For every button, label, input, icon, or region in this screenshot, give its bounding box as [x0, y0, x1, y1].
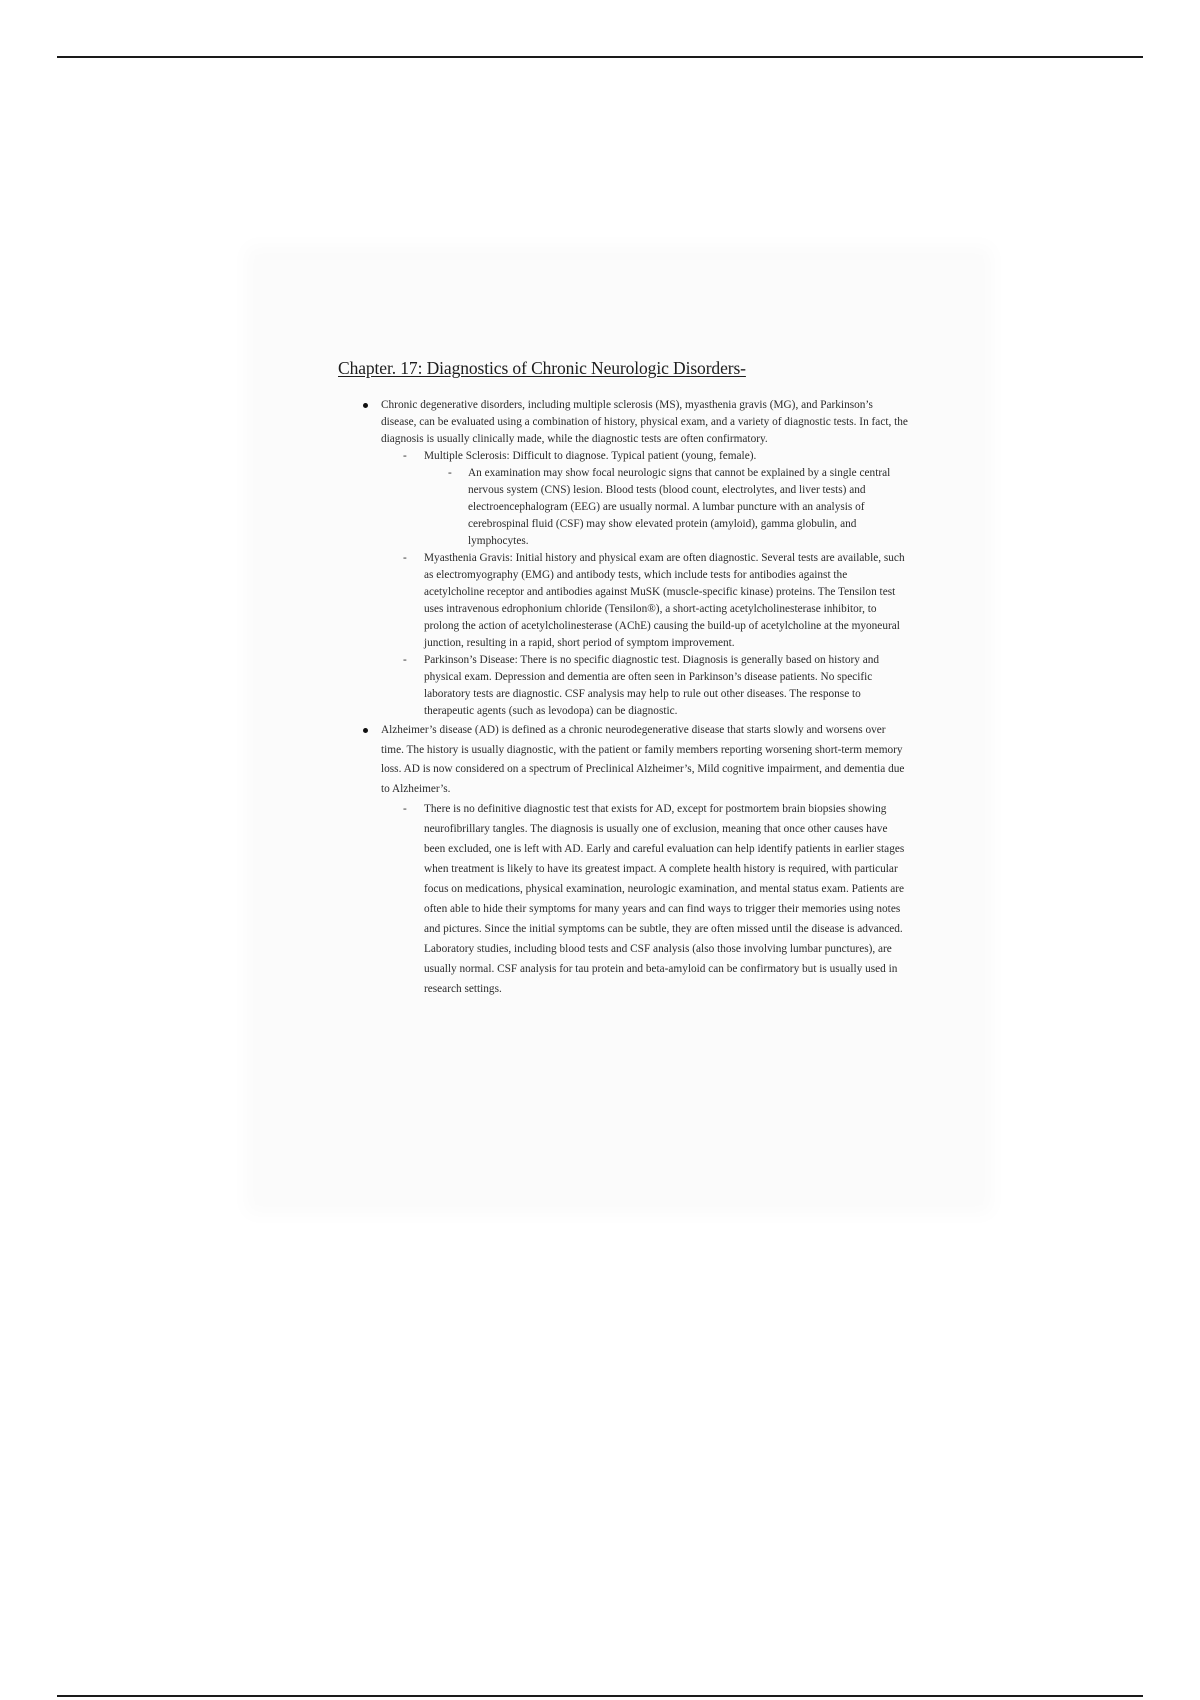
sub-item-text: Parkinson’s Disease: There is no specific diagnostic test. Diagnosis is generally based on history and physical exam. Depression and dementia are often seen in Parkinson’s disease patients. No specific laboratory tests are diagnostic. CSF analysis may help to rule out other diseases. The response to therapeutic agents (such as levodopa) can be diagnostic. — [424, 654, 880, 717]
top-rule — [57, 56, 1143, 58]
page-title: Chapter. 17: Diagnostics of Chronic Neurologic Disorders- — [338, 358, 746, 378]
dash-marker-icon: - — [403, 450, 407, 462]
list-item — [381, 550, 908, 652]
list-item — [381, 448, 908, 550]
sub-list — [381, 799, 908, 999]
bullet-text: Alzheimer’s disease (AD) is defined as a chronic neurodegenerative disease that starts slowly and worsens over time. The history is usually diagnostic, with the patient or family members reporting worsening short-term memory loss. AD is now considered on a spectrum of Preclinical Alzheimer’s, Mild cognitive impairment, and dementia due to Alzheimer’s. — [381, 724, 905, 795]
bullet-dot-icon — [363, 403, 368, 408]
sub-list — [381, 448, 908, 720]
sub-sub-list — [424, 465, 908, 550]
sub-item-text: Myasthenia Gravis: Initial history and physical exam are often diagnostic. Several tests are available, such as electromyography (EMG) and antibody tests, which include tests for antibodies against the acetylcholine receptor and antibodies against MuSK (muscle-specific kinase) proteins. The Tensilon test uses intravenous edrophonium chloride (Tensilon®), a short-acting acetylcholinesterase inhibitor, to prolong the action of acetylcholinesterase (AChE) causing the build-up of acetylcholine at the myoneural junction, resulting in a rapid, short period of symptom improvement. — [424, 552, 905, 649]
sub-sub-item-text: An examination may show focal neurologic signs that cannot be explained by a single central nervous system (CNS) lesion. Blood tests (blood count, electrolytes, and liver tests) and electroencephalogram (EEG) are usually normal. A lumbar puncture with an analysis of cerebrospinal fluid (CSF) may show elevated protein (amyloid), gamma globulin, and lymphocytes. — [468, 467, 891, 547]
dash-marker-icon: - — [403, 552, 407, 564]
list-item — [381, 652, 908, 720]
bullet-text: Chronic degenerative disorders, including multiple sclerosis (MS), myasthenia gravis (MG), and Parkinson’s disease, can be evaluated using a combination of history, physical exam, and a variety of diagnostic tests. In fact, the diagnosis is usually clinically made, while the diagnostic tests are often confirmatory. — [381, 399, 908, 445]
list-item — [381, 799, 908, 999]
dash-marker-icon: - — [403, 803, 407, 815]
bullet-list — [338, 397, 908, 999]
list-item — [338, 721, 908, 999]
bullet-dot-icon — [363, 728, 368, 733]
sub-item-text: Multiple Sclerosis: Difficult to diagnose. Typical patient (young, female). — [424, 450, 757, 462]
list-item — [338, 397, 908, 720]
bottom-rule — [57, 1695, 1143, 1697]
dash-marker-icon: - — [403, 654, 407, 666]
list-item — [424, 465, 908, 550]
sub-item-text: There is no definitive diagnostic test that exists for AD, except for postmortem brain biopsies showing neurofibrillary tangles. The diagnosis is usually one of exclusion, meaning that once other causes have been excluded, one is left with AD. Early and careful evaluation can help identify patients in earlier stages when treatment is likely to have its greatest impact. A complete health history is required, with particular focus on medications, physical examination, neurologic examination, and mental status exam. Patients are often able to hide their symptoms for many years and can find ways to trigger their memories using notes and pictures. Since the initial symptoms can be subtle, they are often missed until the disease is advanced. Laboratory studies, including blood tests and CSF analysis (also those involving lumbar punctures), are usually normal. CSF analysis for tau protein and beta-amyloid can be confirmatory but is usually used in research settings. — [424, 803, 905, 995]
document-body — [338, 358, 908, 999]
dash-marker-icon: - — [448, 467, 452, 479]
